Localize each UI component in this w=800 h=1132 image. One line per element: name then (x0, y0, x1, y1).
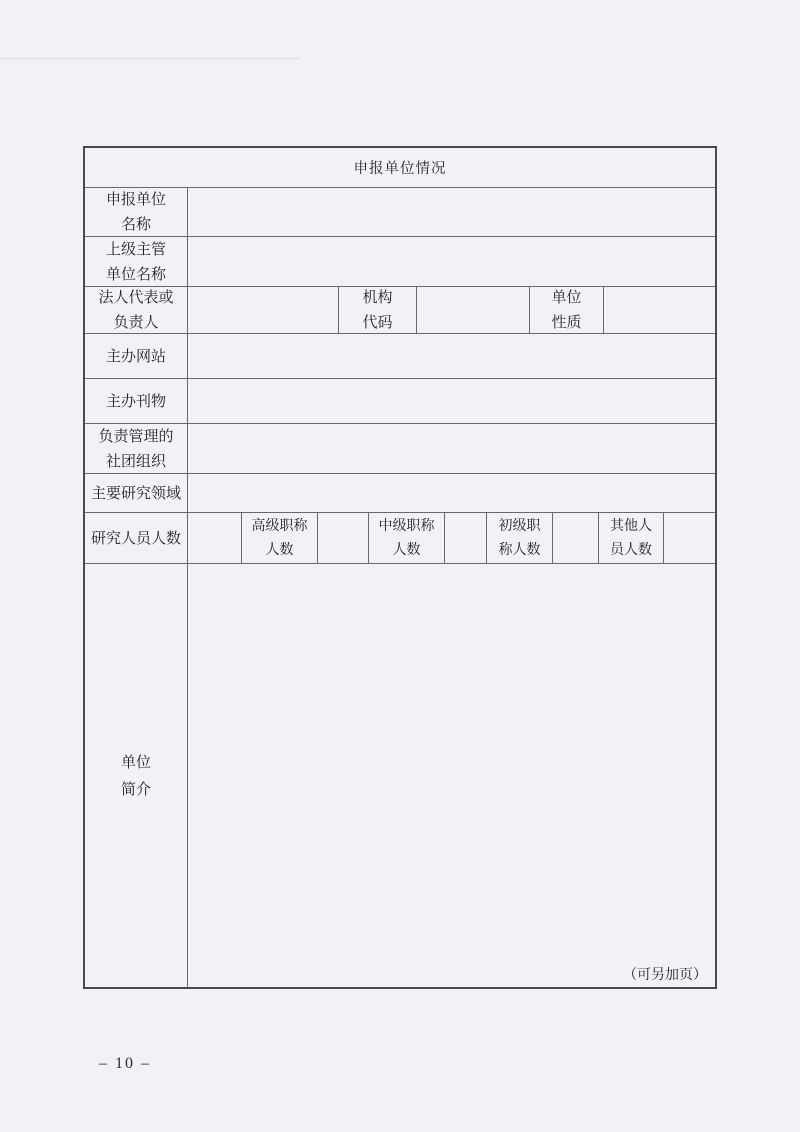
mid-title-label (369, 513, 445, 563)
unit-profile-label-line2: 简介 (120, 779, 151, 798)
mid-title-label-line2: 人数 (392, 542, 421, 558)
superior-unit-name-label-line2: 单位名称 (105, 264, 166, 283)
superior-unit-name-field (188, 237, 715, 286)
legal-representative-label-line1: 法人代表或 (98, 288, 174, 306)
unit-nature-label-line2: 性质 (551, 313, 582, 331)
unit-nature-label (530, 287, 604, 333)
other-personnel-label (599, 513, 664, 563)
unit-profile-field (188, 564, 715, 987)
table-title: 申报单位情况 (353, 161, 447, 177)
row-website (85, 333, 715, 378)
senior-title-label-line2: 人数 (265, 542, 294, 558)
row-legal-representative (85, 286, 715, 333)
row-superior-unit-name (85, 236, 715, 286)
declaring-unit-name-label-line1: 申报单位 (105, 190, 166, 208)
other-personnel-label-line1: 其他人 (610, 518, 652, 534)
researchers-count-field (188, 513, 242, 563)
senior-title-count-field (318, 513, 369, 563)
legal-representative-label-line2: 负责人 (113, 313, 159, 331)
row-unit-profile (85, 563, 715, 987)
table-title-row (85, 148, 715, 187)
unit-nature-label-line1: 单位 (551, 288, 582, 306)
superior-unit-name-label-line1: 上级主管 (105, 239, 166, 258)
managed-associations-field (188, 424, 715, 473)
page-number: – 10 – (99, 1055, 151, 1072)
other-personnel-count-field (664, 513, 715, 563)
senior-title-label-line1: 高级职称 (251, 518, 308, 534)
org-code-label-line2: 代码 (362, 313, 393, 331)
research-fields-field (188, 474, 715, 512)
unit-nature-field (604, 287, 715, 333)
org-code-field (417, 287, 530, 333)
row-researcher-counts (85, 512, 715, 563)
row-declaring-unit-name (85, 187, 715, 236)
senior-title-label (242, 513, 318, 563)
mid-title-count-field (445, 513, 487, 563)
legal-representative-field (188, 287, 339, 333)
scan-artifact-line (0, 58, 300, 59)
website-label: 主办网站 (85, 334, 188, 378)
declaring-unit-name-field (188, 188, 715, 236)
publication-field (188, 379, 715, 423)
junior-title-label (487, 513, 553, 563)
legal-representative-label (85, 287, 188, 333)
publication-label: 主办刊物 (85, 379, 188, 423)
org-code-label-line1: 机构 (362, 288, 393, 306)
org-code-label (339, 287, 417, 333)
declaring-unit-info-table (83, 146, 717, 989)
row-research-fields (85, 473, 715, 512)
junior-title-count-field (553, 513, 599, 563)
mid-title-label-line1: 中级职称 (378, 518, 435, 534)
unit-profile-label-line1: 单位 (120, 752, 151, 771)
managed-associations-label (85, 424, 188, 473)
row-publication (85, 378, 715, 423)
extra-page-note: （可另加页） (623, 967, 707, 983)
research-fields-label: 主要研究领域 (85, 474, 188, 512)
other-personnel-label-line2: 员人数 (610, 542, 652, 558)
superior-unit-name-label (85, 237, 188, 286)
junior-title-label-line1: 初级职 (498, 518, 541, 534)
junior-title-label-line2: 称人数 (498, 542, 541, 558)
researchers-label: 研究人员人数 (85, 513, 188, 563)
managed-associations-label-line1: 负责管理的 (98, 426, 174, 445)
managed-associations-label-line2: 社团组织 (105, 451, 166, 470)
website-field (188, 334, 715, 378)
unit-profile-label (85, 564, 188, 987)
row-managed-associations (85, 423, 715, 473)
declaring-unit-name-label-line2: 名称 (120, 215, 151, 233)
declaring-unit-name-label (85, 188, 188, 236)
